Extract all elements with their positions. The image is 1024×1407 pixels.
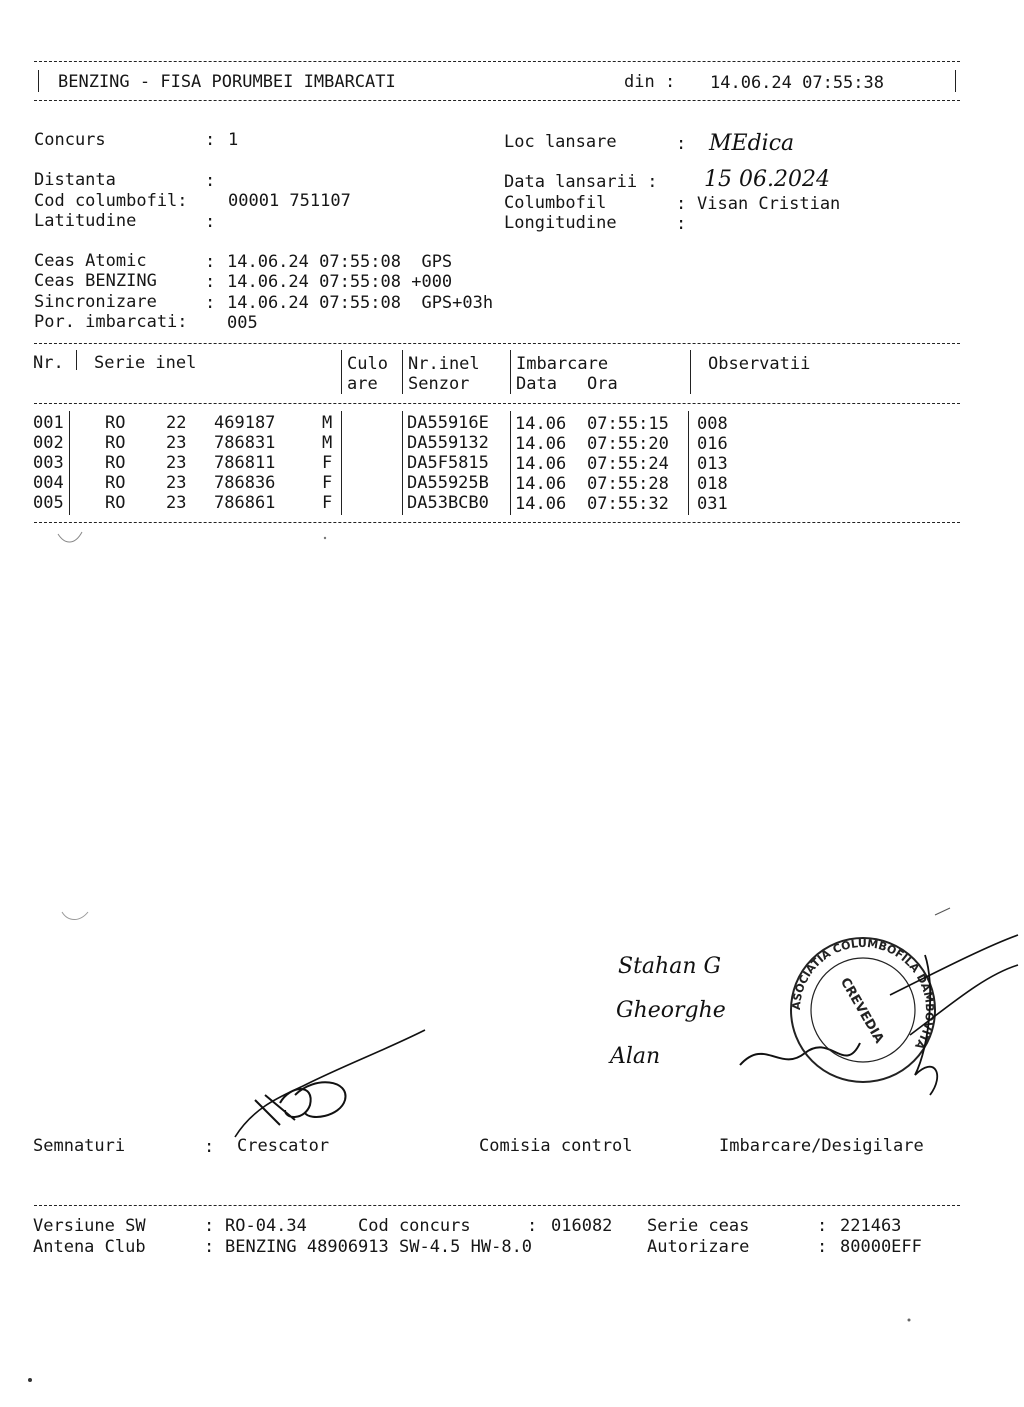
row-nr: 002: [33, 433, 64, 453]
serie-ceas-label: Serie ceas: [647, 1216, 750, 1236]
signature-name-1: Stahan G: [618, 954, 722, 979]
semnaturi-label: Semnaturi: [33, 1136, 126, 1156]
row-obs: 031: [697, 494, 728, 514]
comisia-control-label: Comisia control: [479, 1136, 633, 1156]
row-time: 07:55:24: [587, 454, 669, 474]
signature-name-3: Alan: [610, 1044, 661, 1069]
row-time: 07:55:28: [587, 474, 669, 494]
cod-concurs-value: 016082: [551, 1216, 613, 1236]
header-observatii: Observatii: [708, 354, 811, 374]
row-ring: 786831: [214, 433, 276, 453]
row-obs: 013: [697, 454, 728, 474]
concurs-label: Concurs: [34, 130, 106, 150]
por-imbarcati-value: 005: [227, 313, 258, 333]
por-imbarcati-label: Por. imbarcati:: [34, 312, 188, 332]
row-date: 14.06: [515, 434, 567, 454]
row-date: 14.06: [515, 454, 567, 474]
concurs-value: 1: [228, 130, 239, 150]
sincronizare-label: Sincronizare: [34, 292, 157, 312]
row-country: RO: [105, 493, 126, 513]
latitudine-colon: :: [205, 212, 216, 232]
ceas-atomic-colon: :: [205, 252, 216, 272]
loc-lansare-label: Loc lansare: [504, 132, 617, 152]
header-serie-inel: Serie inel: [94, 353, 197, 373]
scan-dot-3: [324, 537, 326, 539]
scan-mark-1: [58, 532, 82, 542]
row-nr: 005: [33, 493, 64, 513]
row-sex: M: [322, 433, 333, 453]
ceas-atomic-value: 14.06.24 07:55:08 GPS: [227, 252, 453, 272]
versiune-sw-value: RO-04.34: [225, 1216, 307, 1236]
ceas-benzing-value: 14.06.24 07:55:08 +000: [227, 272, 453, 292]
row-ring: 786861: [214, 493, 276, 513]
versiune-sw-label: Versiune SW: [33, 1216, 146, 1236]
columbofil-label: Columbofil: [504, 193, 607, 213]
row-year: 22: [166, 413, 187, 433]
serie-ceas-colon: :: [817, 1216, 828, 1236]
longitudine-label: Longitudine: [504, 213, 617, 233]
row-sex: F: [322, 453, 333, 473]
header-data: Data: [516, 374, 557, 394]
row-obs: 008: [697, 414, 728, 434]
row-country: RO: [105, 413, 126, 433]
row-sensor: DA55916E: [407, 413, 489, 433]
imbarcare-desigilare-label: Imbarcare/Desigilare: [719, 1136, 924, 1156]
stamp-center-text: CREVEDIA: [836, 975, 887, 1047]
scan-mark-3: [935, 908, 950, 915]
row-time: 07:55:32: [587, 494, 669, 514]
loc-lansare-colon: :: [676, 134, 687, 154]
concurs-colon: :: [205, 130, 216, 150]
header-nr: Nr.: [33, 353, 64, 373]
row-nr: 001: [33, 413, 64, 433]
ceas-benzing-colon: :: [205, 272, 216, 292]
row-year: 23: [166, 493, 187, 513]
row-time: 07:55:15: [587, 414, 669, 434]
row-nr: 003: [33, 453, 64, 473]
header-culoare-cont: are: [347, 374, 378, 394]
sincronizare-value: 14.06.24 07:55:08 GPS+03h: [227, 293, 494, 313]
columbofil-value: Visan Cristian: [697, 194, 841, 214]
row-ring: 786811: [214, 453, 276, 473]
row-sex: M: [322, 413, 333, 433]
row-country: RO: [105, 473, 126, 493]
data-lansarii-label: Data lansarii :: [504, 172, 658, 192]
scan-dot-1: [28, 1378, 32, 1382]
row-ring: 786836: [214, 473, 276, 493]
row-sex: F: [322, 493, 333, 513]
ceas-benzing-label: Ceas BENZING: [34, 271, 157, 291]
header-culo: Culo: [347, 354, 388, 374]
row-date: 14.06: [515, 494, 567, 514]
header-nr-inel: Nr.inel: [408, 354, 480, 374]
antena-club-label: Antena Club: [33, 1237, 146, 1257]
row-year: 23: [166, 473, 187, 493]
row-sensor: DA55925B: [407, 473, 489, 493]
row-country: RO: [105, 433, 126, 453]
row-obs: 016: [697, 434, 728, 454]
distanta-label: Distanta: [34, 170, 116, 190]
ceas-atomic-label: Ceas Atomic: [34, 251, 147, 271]
columbofil-colon: :: [676, 194, 687, 214]
row-year: 23: [166, 433, 187, 453]
scan-mark-2: [62, 912, 88, 920]
versiune-sw-colon: :: [204, 1216, 215, 1236]
scan-dot-2: [908, 1319, 911, 1322]
header-imbarcare: Imbarcare: [516, 354, 609, 374]
latitudine-label: Latitudine: [34, 211, 137, 231]
antena-club-value: BENZING 48906913 SW-4.5 HW-8.0: [225, 1237, 533, 1257]
header-ora: Ora: [587, 374, 618, 394]
row-sensor: DA559132: [407, 433, 489, 453]
stamp-ring-text: ASOCIATIA COLUMBOFILA DAMBOVITA: [789, 936, 937, 1052]
row-year: 23: [166, 453, 187, 473]
loc-lansare-value: MEdica: [709, 131, 795, 156]
crescator-label: Crescator: [237, 1136, 330, 1156]
document-title: BENZING - FISA PORUMBEI IMBARCATI: [58, 72, 396, 92]
antena-club-colon: :: [204, 1237, 215, 1257]
serie-ceas-value: 221463: [840, 1216, 902, 1236]
cod-columbofil-label: Cod columbofil:: [34, 191, 188, 211]
cod-concurs-label: Cod concurs: [358, 1216, 471, 1236]
row-obs: 018: [697, 474, 728, 494]
date-label: din :: [624, 72, 676, 92]
date-value: 14.06.24 07:55:38: [710, 73, 884, 93]
row-date: 14.06: [515, 474, 567, 494]
semnaturi-colon: :: [204, 1137, 215, 1157]
data-lansarii-value: 15 06.2024: [704, 167, 830, 192]
distanta-colon: :: [205, 171, 216, 191]
longitudine-colon: :: [676, 214, 687, 234]
row-sex: F: [322, 473, 333, 493]
row-time: 07:55:20: [587, 434, 669, 454]
row-sensor: DA5F5815: [407, 453, 489, 473]
signature-name-2: Gheorghe: [616, 998, 726, 1023]
cod-columbofil-value: 00001 751107: [228, 191, 351, 211]
header-senzor: Senzor: [408, 374, 470, 394]
row-ring: 469187: [214, 413, 276, 433]
row-sensor: DA53BCB0: [407, 493, 489, 513]
row-nr: 004: [33, 473, 64, 493]
row-country: RO: [105, 453, 126, 473]
autorizare-colon: :: [817, 1237, 828, 1257]
cod-concurs-colon: :: [527, 1216, 538, 1236]
autorizare-value: 80000EFF: [840, 1237, 922, 1257]
autorizare-label: Autorizare: [647, 1237, 750, 1257]
sincronizare-colon: :: [205, 293, 216, 313]
row-date: 14.06: [515, 414, 567, 434]
